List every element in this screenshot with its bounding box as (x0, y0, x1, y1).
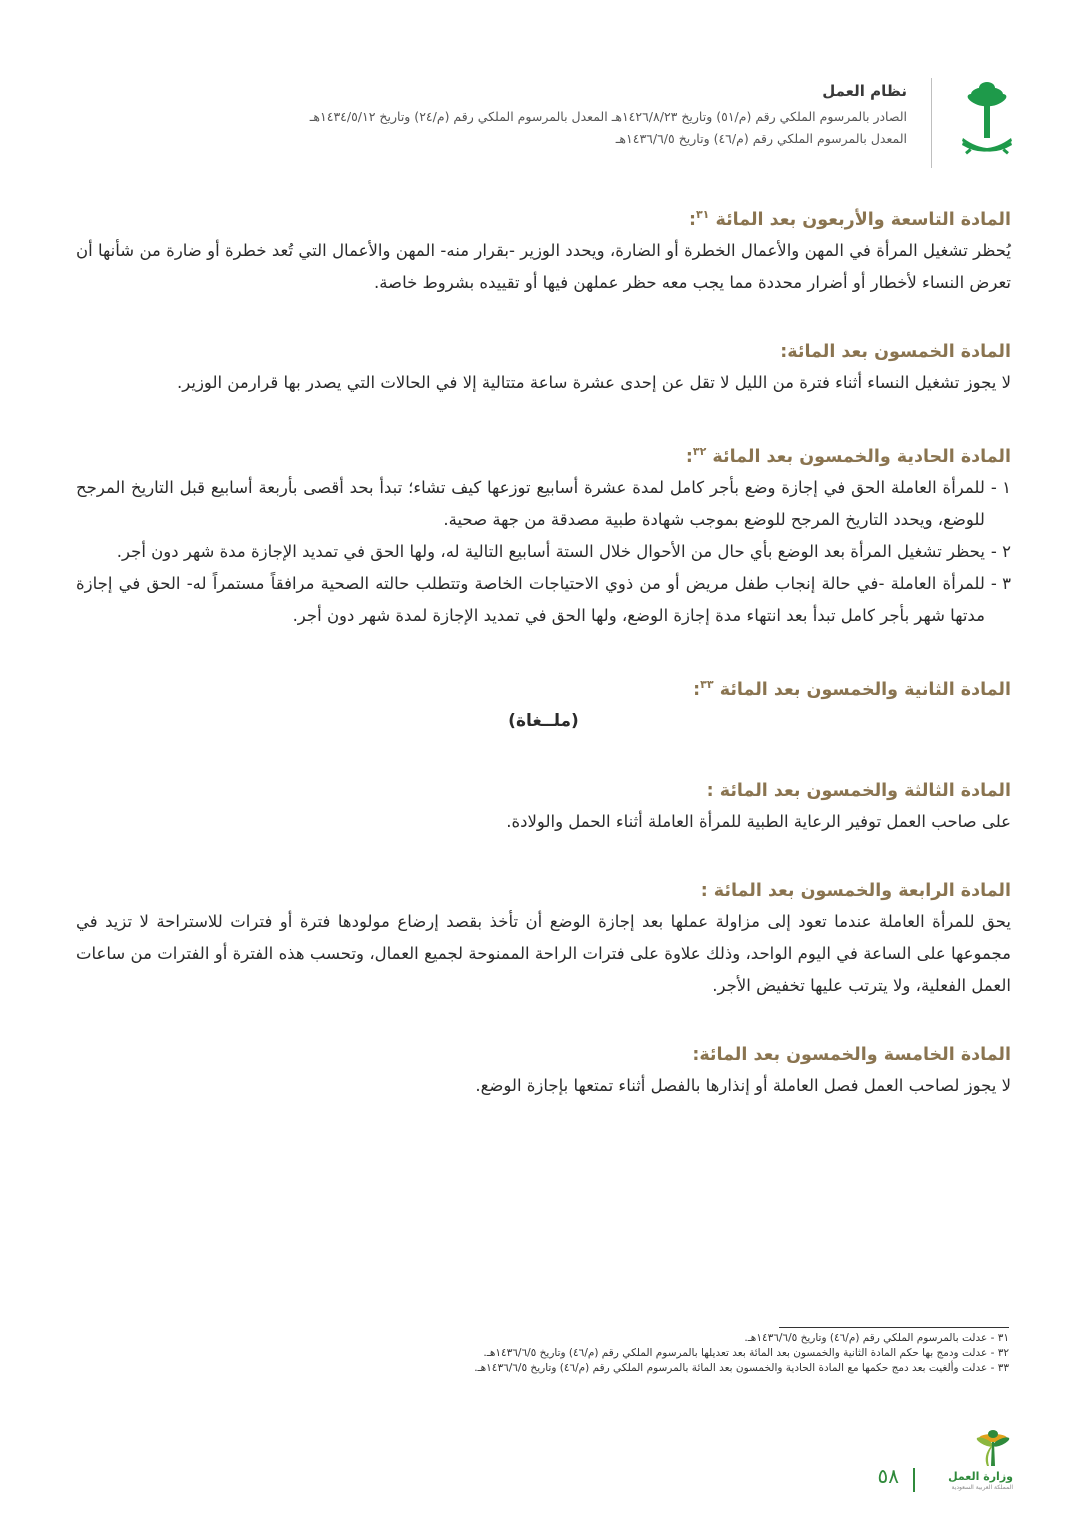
footnote-31: ٣١ - عدلت بالمرسوم الملكي رقم (م/٤٦) وتاريخ ١٤٣٦/٦/٥هـ. (744, 1332, 1009, 1344)
footnote-ref[interactable]: ٣٢ (692, 444, 707, 458)
ministry-palm-logo-icon (973, 1428, 1013, 1468)
article-items (76, 472, 1011, 632)
footer-divider (913, 1468, 915, 1492)
page-number: ٥٨ (877, 1464, 899, 1488)
saudi-emblem-icon (957, 80, 1017, 166)
footnote-ref[interactable]: ٣٣ (700, 677, 714, 691)
ministry-name: وزارة العمل (948, 1470, 1013, 1483)
article-title: المادة الرابعة والخمسون بعد المائة : (700, 881, 1011, 902)
page-footer (827, 1428, 1027, 1498)
article-151 (76, 437, 1011, 632)
article-text: يحق للمرأة العاملة عندما تعود إلى مزاولة عملها بعد إجازة الوضع أن تأخذ بقصد إرضاع مولودها فترة أو فترات للاستراحة لا تزيد في مجموعها على الساعة في اليوم الواحد، وذلك علاوة على فترات الراحة الممنوحة لجميع العمال، وتحسب هذه الفترة أو الفترات من ساعات العمل الفعلية، ولا يترتب عليها تخفيض الأجر. (76, 912, 1011, 996)
article-text: يُحظر تشغيل المرأة في المهن والأعمال الخطرة أو الضارة، ويحدد الوزير -بقرار منه- المهن والأعمال التي تُعد خطرة أو ضارة من شأنها أن تعرض النساء لأخطار أو أضرار محددة مما يجب معه حظر عملهن فيها أو تقييده بشروط خاصة. (76, 240, 1011, 292)
item-number: ٢ - (990, 541, 1011, 561)
article-153 (76, 776, 1011, 838)
footnotes (109, 1331, 1009, 1376)
list-item (76, 536, 1011, 568)
list-item (76, 472, 1011, 536)
article-text: على صاحب العمل توفير الرعاية الطبية للمرأة العاملة أثناء الحمل والولادة. (506, 812, 1011, 832)
article-152 (76, 670, 1011, 739)
item-text: للمرأة العاملة الحق في إجازة وضع بأجر كامل لمدة عشرة أسابيع توزعها كيف تشاء؛ تبدأ بحد أقصى بأربعة أسابيع قبل التاريخ المرجح للوضع، ويحدد التاريخ المرجح للوضع بموجب شهادة طبية مصدقة من جهة صحية. (76, 477, 985, 529)
repealed-label: (ملــغاة) (508, 711, 579, 732)
article-155 (76, 1040, 1011, 1102)
article-149 (76, 200, 1011, 299)
header-divider (931, 78, 932, 168)
article-150 (76, 337, 1011, 399)
document-title: نظام العمل (822, 82, 907, 100)
article-title: المادة الخمسون بعد المائة: (780, 341, 1011, 362)
article-title: المادة التاسعة والأربعون بعد المائة $^{٣١}$: (688, 208, 1011, 230)
article-title: المادة الحادية والخمسون بعد المائة $^{٣٢}$: (685, 444, 1011, 467)
article-text: لا يجوز تشغيل النساء أثناء فترة من الليل لا تقل عن إحدى عشرة ساعة متتالية إلا في الحالات التي يصدر بها قرارمن الوزير. (177, 372, 1011, 392)
item-number: ١ - (990, 477, 1011, 497)
document-header (67, 78, 1027, 168)
footnote-ref[interactable]: ٣١ (695, 208, 710, 221)
article-title: المادة الثانية والخمسون بعد المائة $^{٣٣}$: (693, 677, 1011, 700)
article-title: المادة الثالثة والخمسون بعد المائة : (706, 781, 1011, 802)
footnote-separator (779, 1327, 1009, 1328)
list-item (76, 568, 1011, 632)
decree-line-2: المعدل بالمرسوم الملكي رقم (م/٤٦) وتاريخ ١٤٣٦/٦/٥هـ (615, 131, 907, 146)
footnote-33: ٣٣ - عدلت وألغيت بعد دمج حكمها مع المادة الحادية والخمسون بعد المائة بالمرسوم الملكي رقم (م/٤٦) وتاريخ ١٤٣٦/٦/٥هـ. (474, 1362, 1009, 1374)
footnote-32: ٣٢ - عدلت ودمج بها حكم المادة الثانية والخمسون بعد المائة بعد تعديلها بالمرسوم الملكي رقم (م/٤٦) وتاريخ ١٤٣٦/٦/٥هـ. (483, 1347, 1009, 1359)
document-body (76, 200, 1011, 1140)
ministry-subtitle: المملكة العربية السعودية (951, 1484, 1013, 1491)
article-text: لا يجوز لصاحب العمل فصل العاملة أو إنذارها بالفصل أثناء تمتعها بإجازة الوضع. (475, 1076, 1011, 1096)
item-text: يحظر تشغيل المرأة بعد الوضع بأي حال من الأحوال خلال الستة أسابيع التالية له، ولها الحق في تمديد الإجازة مدة شهر دون أجر. (116, 541, 985, 561)
article-title: المادة الخامسة والخمسون بعد المائة: (692, 1045, 1011, 1066)
item-text: للمرأة العاملة -في حالة إنجاب طفل مريض أو من ذوي الاحتياجات الخاصة وتتطلب حالته الصحية مرافقاً مستمراً له- الحق في إجازة مدتها شهر بأجر كامل تبدأ بعد انتهاء مدة إجازة الوضع، ولها الحق في تمديد الإجازة لمدة شهر دون أجر. (76, 573, 985, 625)
article-154 (76, 876, 1011, 1002)
decree-line-1: الصادر بالمرسوم الملكي رقم (م/٥١) وتاريخ ١٤٢٦/٨/٢٣هـ المعدل بالمرسوم الملكي رقم (م/٢٤) وتاريخ ١٤٣٤/٥/١٢هـ (309, 109, 907, 124)
item-number: ٣ - (990, 573, 1011, 593)
